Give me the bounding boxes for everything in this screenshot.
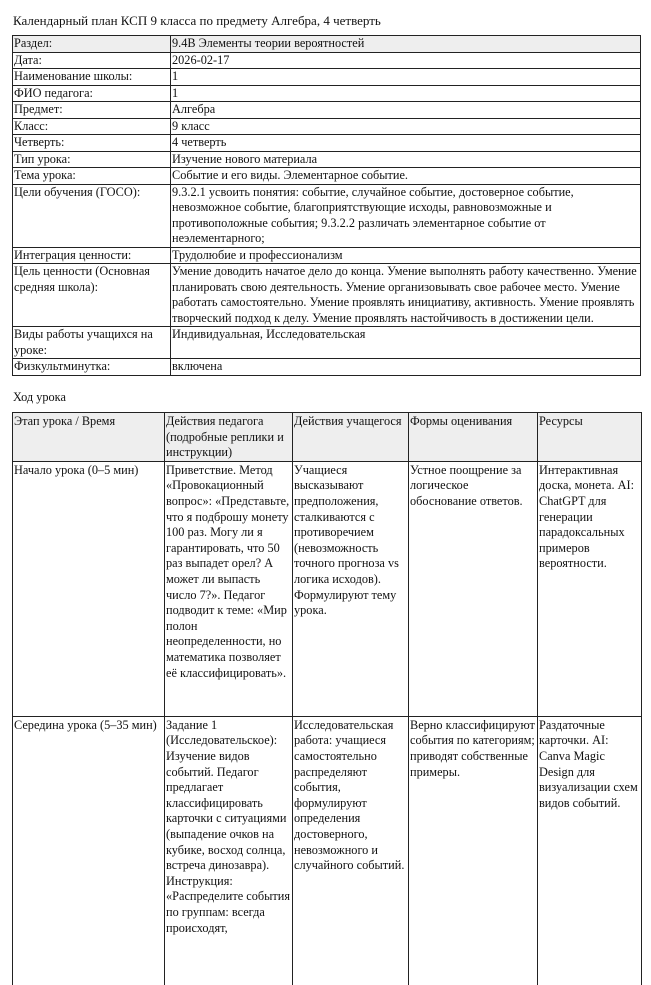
info-row-date xyxy=(13,52,641,69)
info-row-value-integration xyxy=(13,247,641,264)
info-label: Тема урока: xyxy=(13,168,171,185)
info-row-goals xyxy=(13,184,641,247)
header-stage: Этап урока / Время xyxy=(13,413,165,462)
stage-cell: Начало урока (0–5 мин) xyxy=(13,461,165,716)
table-row xyxy=(13,716,642,985)
info-row-quarter xyxy=(13,135,641,152)
info-value: Трудолюбие и профессионализм xyxy=(171,247,641,264)
info-value: Алгебра xyxy=(171,102,641,119)
info-label: Четверть: xyxy=(13,135,171,152)
lesson-flow-title: Ход урока xyxy=(13,390,66,404)
resources-cell: Раздаточные карточки. AI: Canva Magic Design для визуализации схем видов событий. xyxy=(538,716,642,985)
info-row-class xyxy=(13,118,641,135)
info-value: Изучение нового материала xyxy=(171,151,641,168)
info-row-value-goal xyxy=(13,264,641,327)
info-value: 2026-02-17 xyxy=(171,52,641,69)
assessment-cell: Верно классифицируют события по категориям; приводят собственные примеры. xyxy=(409,716,538,985)
info-label: Наименование школы: xyxy=(13,69,171,86)
info-row-teacher xyxy=(13,85,641,102)
info-label: Цели обучения (ГОСО): xyxy=(13,184,171,247)
student-actions-cell: Учащиеся высказывают предположения, сталкиваются с противоречием (невозможность точного прогноза vs логика исходов). Формулируют тему урока. xyxy=(293,461,409,716)
resources-cell: Интерактивная доска, монета. AI: ChatGPT для генерации парадоксальных примеров вероятности. xyxy=(538,461,642,716)
info-label: ФИО педагога: xyxy=(13,85,171,102)
header-resources: Ресурсы xyxy=(538,413,642,462)
info-row-lesson-type xyxy=(13,151,641,168)
info-row-topic xyxy=(13,168,641,185)
stage-cell: Середина урока (5–35 мин) xyxy=(13,716,165,985)
header-student-actions: Действия учащегося xyxy=(293,413,409,462)
header-teacher-actions: Действия педагога (подробные реплики и инструкции) xyxy=(165,413,293,462)
teacher-actions-cell: Задание 1 (Исследовательское): Изучение видов событий. Педагог предлагает классифицировать карточки с ситуациями (выпадение очков на кубике, восход солнца, встреча динозавра). Инструкция: «Распределите события по группам: всегда происходят, xyxy=(165,716,293,985)
assessment-cell: Устное поощрение за логическое обоснование ответов. xyxy=(409,461,538,716)
info-value: 4 четверть xyxy=(171,135,641,152)
info-label: Предмет: xyxy=(13,102,171,119)
info-row-exercise-break xyxy=(13,359,641,376)
info-row-subject xyxy=(13,102,641,119)
teacher-actions-cell: Приветствие. Метод «Провокационный вопрос»: «Представьте, что я подброшу монету 100 раз. Могу ли я гарантировать, что 50 раз выпадет орел? А может ли выпасть число 7?». Педагог подводит к теме: «Мир полон неопределенности, но математика позволяет её классифицировать». xyxy=(165,461,293,716)
info-row-work-types xyxy=(13,327,641,359)
info-value: Умение доводить начатое дело до конца. Умение выполнять работу качественно. Умение планировать свою деятельность. Умение организовывать свое рабочее место. Умение работать самостоятельно. Умение проявлять инициативу, активность. Умение проявлять творческий подход к делу. Умение проявлять настойчивость в достижении цели. xyxy=(171,264,641,327)
document-title: Календарный план КСП 9 класса по предмету Алгебра, 4 четверть xyxy=(13,13,381,28)
info-label: Цель ценности (Основная средняя школа): xyxy=(13,264,171,327)
student-actions-cell: Исследовательская работа: учащиеся самостоятельно распределяют события, формулируют определения достоверного, невозможного и случайного событий. xyxy=(293,716,409,985)
info-label: Раздел: xyxy=(13,36,171,53)
info-row-school xyxy=(13,69,641,86)
info-label: Виды работы учащихся на уроке: xyxy=(13,327,171,359)
info-value: Событие и его виды. Элементарное событие. xyxy=(171,168,641,185)
info-value: 9.4В Элементы теории вероятностей xyxy=(171,36,641,53)
info-value: 9 класс xyxy=(171,118,641,135)
info-value: Индивидуальная, Исследовательская xyxy=(171,327,641,359)
info-label: Интеграция ценности: xyxy=(13,247,171,264)
table-row xyxy=(13,461,642,716)
info-value: 1 xyxy=(171,69,641,86)
lesson-info-table xyxy=(12,35,641,376)
info-value: 1 xyxy=(171,85,641,102)
header-assessment: Формы оценивания xyxy=(409,413,538,462)
info-label: Физкультминутка: xyxy=(13,359,171,376)
info-label: Тип урока: xyxy=(13,151,171,168)
lesson-header-row xyxy=(13,413,642,462)
info-label: Дата: xyxy=(13,52,171,69)
lesson-flow-table xyxy=(12,412,642,985)
info-value: включена xyxy=(171,359,641,376)
info-label: Класс: xyxy=(13,118,171,135)
info-row-section xyxy=(13,36,641,53)
info-value: 9.3.2.1 усвоить понятия: событие, случайное событие, достоверное событие, невозможное событие, благоприятствующие исходы, равновозможные и противоположные события; 9.3.2.2 различать элементарное событие от неэлементарного; xyxy=(171,184,641,247)
